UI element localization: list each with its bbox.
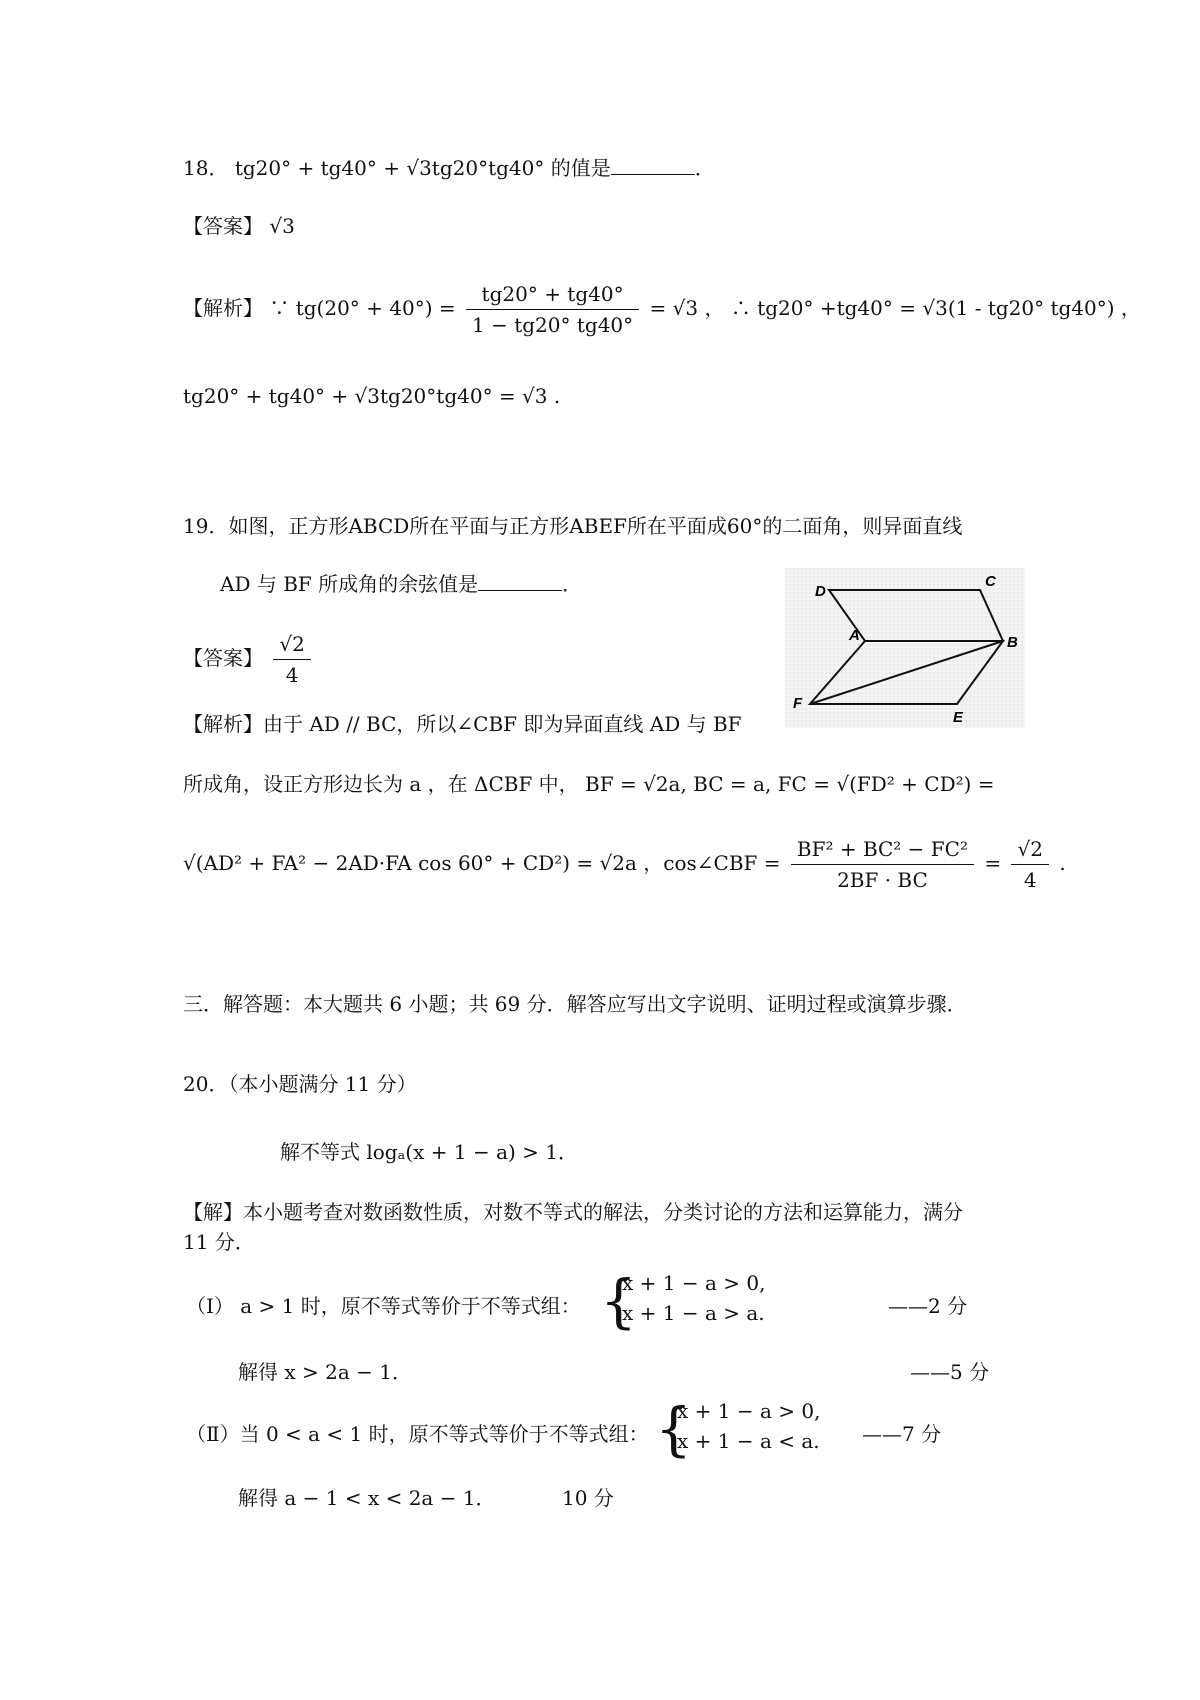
answer-label: 【答案】	[183, 214, 263, 238]
cos-fraction	[791, 836, 974, 893]
fraction-numerator: √2	[1011, 836, 1048, 865]
q19-analysis3	[183, 832, 1066, 894]
case1-eq1: x + 1 − a > 0,	[622, 1271, 766, 1295]
q18-final: tg20° + tg40° + √3tg20°tg40° = √3 .	[183, 384, 561, 408]
label-f: F	[793, 695, 803, 712]
q18-therefore: ∴ tg20° +tg40° = √3(1 - tg20° tg40°) ，	[730, 296, 1141, 320]
q18-ask: 的值是	[550, 156, 611, 180]
case2-result-score: 10 分	[562, 1486, 614, 1510]
q20-solution-line1: 【解】本小题考查对数函数性质，对数不等式的解法，分类讨论的方法和运算能力，满分	[183, 1200, 963, 1224]
fraction-numerator: tg20° + tg40°	[466, 281, 639, 310]
q18-analysis-line	[183, 278, 1141, 338]
fraction-denominator: 4	[1023, 868, 1037, 892]
fraction-denominator: 2BF · BC	[837, 868, 928, 892]
q18-line	[183, 154, 715, 182]
q19-analysis3-left: √(AD² + FA² − 2AD·FA cos 60° + CD²) = √2a ，cos∠CBF =	[183, 851, 781, 875]
answer-label: 【答案】	[183, 646, 263, 670]
q19-answer-line	[183, 628, 315, 688]
q18-fraction	[466, 281, 639, 338]
label-b: B	[1007, 634, 1018, 651]
label-d: D	[815, 583, 826, 600]
case1-score: ——2 分	[888, 1294, 968, 1318]
q18-answer: √3	[269, 214, 295, 238]
system-brace: {	[600, 1267, 637, 1335]
answer-blank	[611, 154, 695, 175]
q18-eq-sqrt3: = √3 ，	[649, 296, 725, 320]
period: .	[1059, 851, 1066, 875]
answer-blank	[478, 570, 562, 591]
case2-result: 解得 a − 1 < x < 2a − 1．	[238, 1486, 496, 1510]
q19-end: ．	[562, 572, 583, 596]
q19-question: AD 与 BF 所成角的余弦值是	[220, 572, 479, 596]
q18-answer-line	[183, 212, 295, 240]
q18-expression: tg20° + tg40° + √3tg20°tg40°	[234, 156, 545, 180]
q19-analysis2: 所成角，设正方形边长为 a ，在 ΔCBF 中， BF = √2a, BC = a, FC = √(FD² + CD²) =	[183, 772, 995, 796]
result-fraction	[1011, 836, 1048, 893]
q19-analysis1: 【解析】由于 AD // BC，所以∠CBF 即为异面直线 AD 与 BF	[183, 712, 742, 736]
q19-line2	[220, 570, 582, 598]
section-heading: 三．解答题：本大题共 6 小题；共 69 分．解答应写出文字说明、证明过程或演算步骤．	[183, 992, 967, 1016]
case2-eq2: x + 1 − a < a.	[677, 1429, 820, 1453]
q20-problem: 解不等式 logₐ(x + 1 − a) > 1．	[280, 1140, 578, 1164]
label-a: A	[849, 627, 860, 644]
system-brace: {	[655, 1395, 692, 1463]
q18-number: 18．	[183, 156, 229, 180]
q18-end: ．	[694, 156, 715, 180]
equals-sign: =	[984, 851, 1002, 875]
case1-system	[622, 1268, 765, 1328]
fraction-denominator: 1 − tg20° tg40°	[472, 313, 634, 337]
analysis-label: 【解析】	[183, 296, 263, 320]
case1-label: （Ⅰ） a > 1 时，原不等式等价于不等式组：	[186, 1294, 581, 1318]
q20-solution-line2: 11 分．	[183, 1230, 255, 1254]
case2-score: ——7 分	[862, 1422, 942, 1446]
label-c: C	[985, 573, 996, 590]
fraction-denominator: 4	[285, 663, 299, 687]
fraction-numerator: √2	[273, 631, 310, 660]
case2-system	[677, 1396, 820, 1456]
case2-eq1: x + 1 − a > 0,	[677, 1399, 821, 1423]
q20-title: 20．（本小题满分 11 分）	[183, 1072, 417, 1096]
label-e: E	[953, 709, 964, 726]
case1-eq2: x + 1 − a > a.	[622, 1301, 765, 1325]
q19-answer-fraction	[273, 631, 310, 688]
case2-label: （Ⅱ）当 0 < a < 1 时，原不等式等价于不等式组：	[186, 1422, 649, 1446]
q18-because: ∵ tg(20° + 40°) =	[269, 296, 456, 320]
q19-line1: 19．如图，正方形ABCD所在平面与正方形ABEF所在平面成60°的二面角，则异面直线	[183, 514, 963, 538]
geometry-figure	[785, 568, 1025, 728]
fraction-numerator: BF² + BC² − FC²	[791, 836, 974, 865]
case1-result: 解得 x > 2a − 1．	[238, 1360, 412, 1384]
case1-result-score: ——5 分	[910, 1360, 990, 1384]
